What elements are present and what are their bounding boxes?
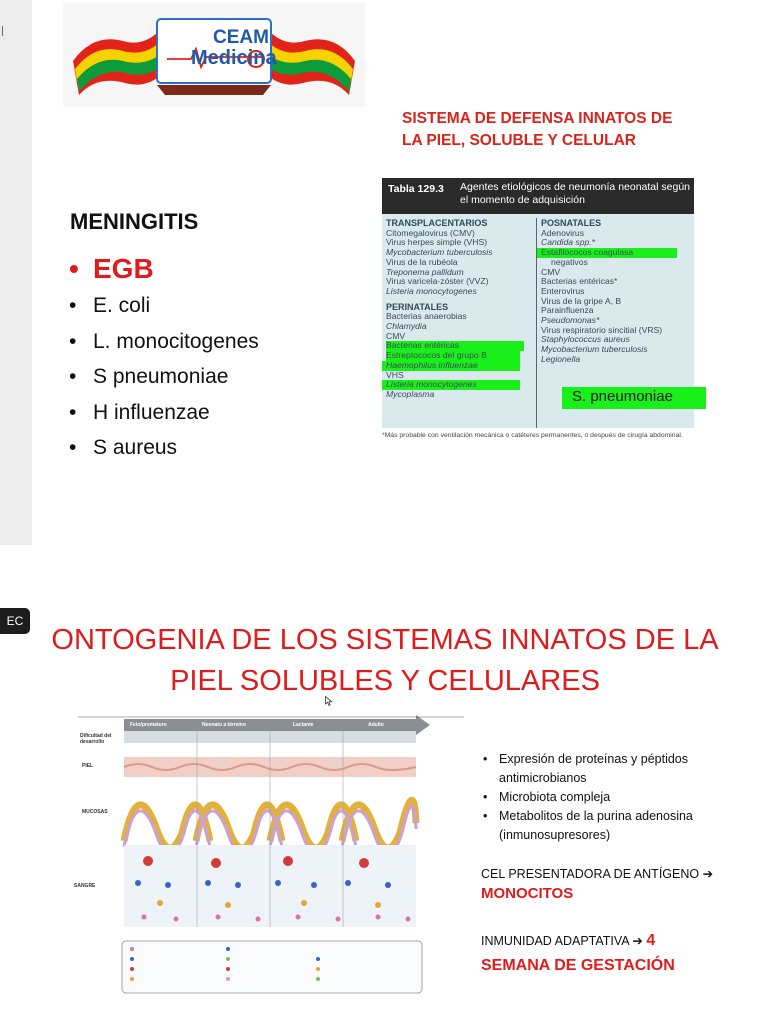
ceam-medicina-logo	[63, 3, 365, 107]
diagram-graphic	[78, 713, 464, 1000]
slide-2-title	[40, 620, 730, 702]
table-cell: Bacterias anaerobias	[386, 311, 467, 322]
table-right-column	[541, 219, 691, 365]
table-cell: Adenovirus	[541, 227, 584, 238]
table-cell: Virus respiratorio sincitial (VRS)	[541, 324, 663, 335]
table-cell: Virus de la gripe A, B	[541, 295, 622, 306]
slide-2-title-line-2: PIEL SOLUBLES Y CELULARES	[170, 665, 600, 697]
table-cell: Candida spp.*	[541, 237, 595, 248]
table-header-perinatales: PERINATALES	[386, 301, 449, 312]
list-item: • H influenzae	[67, 395, 259, 431]
table-cell: Staphylococcus aureus	[541, 334, 630, 345]
slide-gap	[0, 545, 768, 600]
diagram-row-label: Dificultad del desarrollo	[80, 733, 112, 745]
list-item: • E. coli	[67, 288, 259, 324]
slide-1-title-line-2: LA PIEL, SOLUBLE Y CELULAR	[402, 132, 636, 149]
left-window-strip	[0, 0, 32, 545]
table-cell: Mycobacterium tuberculosis	[541, 344, 648, 355]
mouse-cursor-icon	[325, 696, 333, 706]
strip-mark	[2, 26, 9, 36]
slide-1-title	[402, 108, 712, 152]
table-number: Tabla 129.3	[388, 183, 444, 195]
table-cell: CMV	[386, 330, 406, 341]
table-footnote: *Más probable con ventilación mecánica o catéteres permanentes, o después de cirugía abdominal.	[382, 432, 683, 439]
gestation-week-text: SEMANA DE GESTACIÓN	[481, 957, 675, 974]
list-item: • EGB	[67, 248, 259, 288]
table-cell-highlighted: Listeria monocytogenes	[382, 380, 520, 390]
handwritten-s-pneumoniae: S. pneumoniae	[562, 387, 706, 409]
table-cell: Parainfluenza	[541, 305, 594, 316]
diagram-stage-label: Feto/prematuro	[130, 722, 167, 728]
table-cell-highlighted: Mycobacterium tuberculosis	[386, 247, 493, 258]
table-cell: CMV	[541, 266, 561, 277]
list-item: • Microbiota compleja	[481, 788, 761, 807]
side-tab[interactable]: EC	[0, 608, 30, 634]
logo-line-1: CEAM	[213, 27, 269, 48]
diagram-row-label: MUCOSAS	[82, 809, 108, 815]
table-cell: Enterovirus	[541, 285, 585, 296]
table-header-transplacentarios: TRANSPLACENTARIOS	[386, 218, 488, 228]
monocitos-text: MONOCITOS	[481, 885, 574, 902]
table-cell: Virus de la rubéola	[386, 256, 458, 267]
pneumonia-table	[382, 178, 694, 450]
table-header	[382, 178, 694, 214]
diagram-stage-label: Adulto	[368, 722, 384, 728]
list-item: • Metabolitos de la purina adenosina (inmunosupresores)	[481, 807, 761, 845]
table-cell: Bacterias entéricas*	[541, 276, 618, 287]
list-item: • Expresión de proteínas y péptidos antimicrobianos	[481, 750, 761, 788]
table-cell-highlighted: Estafilococos coagulasa	[537, 248, 677, 258]
list-item: • S pneumoniae	[67, 359, 259, 395]
table-cell-highlighted: Bacterias entéricas	[386, 341, 524, 351]
diagram-row-label: SANGRE	[74, 883, 96, 889]
meningitis-heading: MENINGITIS	[70, 209, 199, 234]
antigen-presenting-cell-text: CEL PRESENTADORA DE ANTÍGENO ➔	[481, 867, 714, 881]
table-cell: Mycoplasma	[386, 388, 435, 399]
table-cell-highlighted: Haemophilus influenzae	[382, 361, 520, 371]
slide-1-title-line-1: SISTEMA DE DEFENSA INNATOS DE	[402, 110, 673, 127]
table-caption: Agentes etiológicos de neumonía neonatal según el momento de adquisición	[460, 181, 691, 206]
table-cell: negativos	[551, 256, 588, 267]
table-cell: Citomegalovirus (CMV)	[386, 227, 475, 238]
table-header-posnatales: POSNATALES	[541, 218, 602, 228]
table-cell: VHS	[386, 369, 404, 380]
table-cell-highlighted: Estreptococos del grupo B	[386, 351, 520, 361]
slide-2-title-line-1: ONTOGENIA DE LOS SISTEMAS INNATOS DE LA	[51, 624, 719, 656]
week-number: 4	[646, 932, 656, 949]
slide-2-bullets	[481, 750, 761, 845]
table-cell: Virus herpes simple (VHS)	[386, 237, 488, 248]
diagram-row-label: PIEL	[82, 763, 94, 769]
adaptive-immunity-label: INMUNIDAD ADAPTATIVA ➔	[481, 934, 643, 948]
list-item: • S aureus	[67, 430, 259, 466]
list-item: • L. monocitogenes	[67, 324, 259, 360]
meningitis-list	[67, 248, 259, 466]
immune-ontogeny-diagram	[74, 713, 464, 1000]
diagram-stage-label: Neonato a término	[202, 722, 246, 728]
logo-line-2: Medicina	[191, 47, 277, 69]
table-cell: Listeria monocytogenes	[386, 285, 477, 296]
table-cell: Chlamydia	[386, 321, 427, 332]
table-cell: Treponema pallidum	[386, 266, 464, 277]
adaptive-immunity-text	[481, 932, 655, 950]
diagram-stage-label: Lactante	[293, 722, 314, 728]
table-cell: Virus varicela-zóster (VVZ)	[386, 276, 489, 287]
table-left-column	[386, 219, 534, 400]
table-cell: Legionella	[541, 353, 581, 364]
table-cell: Pseudomonas*	[541, 315, 600, 326]
